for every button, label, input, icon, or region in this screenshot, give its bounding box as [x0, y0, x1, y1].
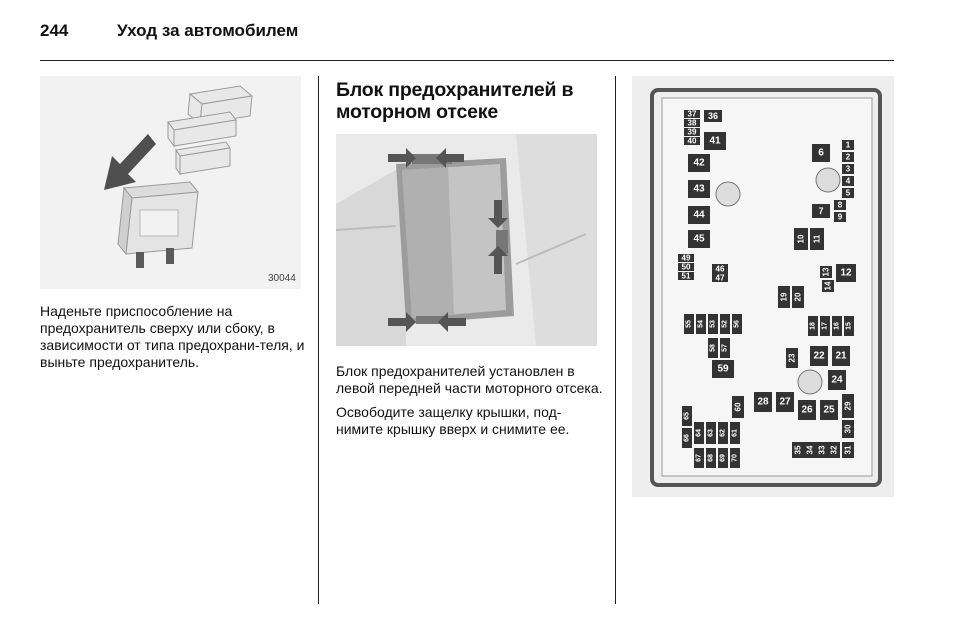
fuse-17	[820, 316, 830, 336]
section-heading: Блок предохранителей в моторном отсеке	[336, 79, 574, 123]
header-divider	[40, 60, 894, 61]
fuse-label-5: 5	[845, 188, 851, 198]
fuse-10	[794, 228, 808, 250]
fuse-59	[712, 360, 734, 378]
fuse-label-64: 64	[695, 429, 703, 437]
fuse-51	[678, 272, 694, 281]
fuse-label-13: 13	[821, 267, 831, 277]
fuse-32	[828, 442, 840, 458]
fuse-68	[706, 448, 716, 468]
fuse-label-28: 28	[757, 396, 769, 408]
extractor-instruction-text	[40, 303, 310, 378]
fuse-label-11: 11	[812, 234, 822, 244]
fuse-19	[778, 286, 790, 308]
fuse-9	[834, 212, 846, 222]
fuse-label-60: 60	[733, 402, 743, 412]
fuse-21	[832, 346, 850, 366]
fuse-label-24: 24	[831, 374, 843, 386]
fuse-label-38: 38	[687, 118, 697, 128]
fuse-label-50: 50	[681, 262, 691, 272]
fuse-12	[836, 264, 856, 282]
chapter-title: Уход за автомобилем	[117, 21, 299, 40]
fuse-label-46: 46	[715, 264, 725, 274]
fuse-label-67: 67	[695, 454, 703, 462]
fuse-41	[704, 132, 726, 150]
fuse-label-2: 2	[845, 152, 851, 162]
fuse-label-8: 8	[837, 200, 843, 210]
fuse-box-diagram	[632, 76, 894, 497]
fuse-label-34: 34	[805, 445, 815, 455]
fuse-39	[684, 128, 700, 137]
fuse-67	[694, 448, 704, 468]
fuse-label-21: 21	[835, 350, 847, 362]
fuse-label-31: 31	[843, 445, 853, 455]
fuse-label-17: 17	[821, 322, 829, 330]
fuse-40	[684, 137, 700, 146]
fuse-33	[816, 442, 828, 458]
fuse-37	[684, 110, 700, 119]
fuse-13	[820, 266, 832, 278]
stud-bolt-lower	[798, 370, 822, 394]
fuse-43	[688, 180, 710, 198]
fuse-label-59: 59	[717, 363, 729, 375]
fuse-34	[804, 442, 816, 458]
fuse-52	[720, 314, 730, 334]
fuse-20	[792, 286, 804, 308]
fuse-label-63: 63	[707, 429, 715, 437]
fuse-label-62: 62	[719, 429, 727, 437]
fuse-label-6: 6	[818, 147, 824, 159]
fuse-label-70: 70	[731, 454, 739, 462]
fuse-label-1: 1	[845, 140, 851, 150]
fuse-24	[828, 370, 846, 390]
fuse-label-68: 68	[707, 454, 715, 462]
fuse-60	[732, 396, 744, 418]
fuse-label-30: 30	[843, 424, 853, 434]
fuse-box-layout	[632, 76, 894, 497]
fuse-14	[822, 280, 834, 292]
fuse-45	[688, 230, 710, 248]
fuse-label-40: 40	[687, 136, 697, 146]
fuse-25	[820, 400, 838, 420]
fuse-label-36: 36	[707, 111, 719, 121]
fuse-label-3: 3	[845, 164, 851, 174]
fuse-label-47: 47	[715, 273, 725, 283]
fuse-53	[708, 314, 718, 334]
page-number: 244	[40, 21, 69, 40]
fuse-label-16: 16	[833, 322, 841, 330]
fuse-label-43: 43	[693, 183, 705, 195]
location-paragraph: Блок предохранителей установлен в левой передней части моторного отсека.	[336, 363, 603, 396]
fuse-4	[842, 176, 854, 186]
fuse-label-39: 39	[687, 127, 697, 137]
fuse-label-25: 25	[823, 404, 835, 416]
fuse-11	[810, 228, 824, 250]
engine-bay-drawing	[336, 134, 597, 346]
fuse-61	[730, 422, 740, 444]
fuse-label-22: 22	[813, 350, 825, 362]
fuse-56	[732, 314, 742, 334]
column-divider-1	[318, 76, 319, 604]
fuse-55	[684, 314, 694, 334]
fuse-27	[776, 392, 794, 412]
fuse-70	[730, 448, 740, 468]
fuse-36	[704, 110, 722, 122]
fuse-label-14: 14	[823, 281, 833, 291]
engine-bay-photo-illustration	[336, 134, 597, 346]
fuse-label-35: 35	[793, 445, 803, 455]
fuse-15	[844, 316, 854, 336]
fuse-label-56: 56	[733, 320, 741, 328]
fuse-29	[842, 394, 854, 418]
fuse-47	[712, 274, 728, 283]
fuse-54	[696, 314, 706, 334]
fuse-22	[810, 346, 828, 366]
fuse-64	[694, 422, 704, 444]
fuse-35	[792, 442, 804, 458]
fuse-label-19: 19	[779, 292, 789, 302]
extractor-tool	[168, 86, 252, 174]
fuse-label-4: 4	[845, 176, 851, 186]
stud-bolt-right	[816, 168, 840, 192]
fuse-49	[678, 254, 694, 263]
fuse-7	[812, 204, 830, 218]
fuse-66	[682, 428, 692, 448]
fuse-label-23: 23	[787, 353, 797, 363]
fuse-label-65: 65	[683, 412, 691, 420]
fuse-label-45: 45	[693, 233, 705, 245]
fuse-label-61: 61	[731, 429, 739, 437]
fuse-42	[688, 154, 710, 172]
fuse-label-49: 49	[681, 253, 691, 263]
fuse-label-66: 66	[683, 434, 691, 442]
fuse-label-9: 9	[837, 212, 843, 222]
fuse-58	[708, 338, 718, 358]
fuse-16	[832, 316, 842, 336]
fuse-6	[812, 144, 830, 162]
fuse-26	[798, 400, 816, 420]
fuse-label-57: 57	[721, 344, 729, 352]
fuse-label-44: 44	[693, 209, 705, 221]
fuse-62	[718, 422, 728, 444]
fuse-23	[786, 348, 798, 368]
fuse-label-55: 55	[685, 320, 693, 328]
fuse-2	[842, 152, 854, 162]
stud-bolt-upper	[716, 182, 740, 206]
extractor-instruction-paragraph: Наденьте приспособление на предохранитель сверху или сбоку, в зависимости от типа предохрани-теля, и выньте предохранитель.	[40, 303, 305, 370]
fuse-extractor-drawing	[40, 76, 301, 289]
fuse-label-32: 32	[829, 445, 839, 455]
fuse-5	[842, 188, 854, 198]
fuse-label-15: 15	[845, 322, 853, 330]
fuse-label-27: 27	[779, 396, 791, 408]
fuse-label-33: 33	[817, 445, 827, 455]
fuse-50	[678, 263, 694, 272]
figure-reference-number: 30044	[268, 273, 296, 284]
fuse-18	[808, 316, 818, 336]
fuse-label-54: 54	[697, 320, 705, 328]
fuse-label-12: 12	[840, 267, 852, 279]
fuse-31	[842, 442, 854, 458]
fuse-label-18: 18	[809, 322, 817, 330]
fuse-label-29: 29	[843, 401, 853, 411]
fuse-28	[754, 392, 772, 412]
fuse-69	[718, 448, 728, 468]
fuse-label-69: 69	[719, 454, 727, 462]
column-divider-2	[615, 76, 616, 604]
fuse-extractor-illustration	[40, 76, 301, 289]
fuse-label-42: 42	[693, 157, 705, 169]
fuse-label-52: 52	[721, 320, 729, 328]
fuse-30	[842, 420, 854, 438]
fuse-label-10: 10	[796, 234, 806, 244]
fuse-63	[706, 422, 716, 444]
fuse-46	[712, 264, 728, 274]
fuse-3	[842, 164, 854, 174]
fuse-label-7: 7	[818, 206, 824, 216]
fuse-body	[118, 182, 198, 268]
fuse-label-58: 58	[709, 344, 717, 352]
downward-arrow	[104, 134, 156, 190]
fuse-57	[720, 338, 730, 358]
fuse-label-41: 41	[709, 135, 721, 147]
fuse-label-51: 51	[681, 271, 691, 281]
fuse-38	[684, 119, 700, 128]
fuse-label-26: 26	[801, 404, 813, 416]
fuse-label-20: 20	[793, 292, 803, 302]
fuse-label-37: 37	[687, 109, 697, 119]
fuse-8	[834, 200, 846, 210]
cover-removal-paragraph: Освободите защелку крышки, под-нимите крышку вверх и снимите ее.	[336, 404, 570, 437]
location-text	[336, 363, 606, 445]
fuse-1	[842, 140, 854, 150]
fuse-65	[682, 406, 692, 426]
fuse-label-53: 53	[709, 320, 717, 328]
fuse-44	[688, 206, 710, 224]
